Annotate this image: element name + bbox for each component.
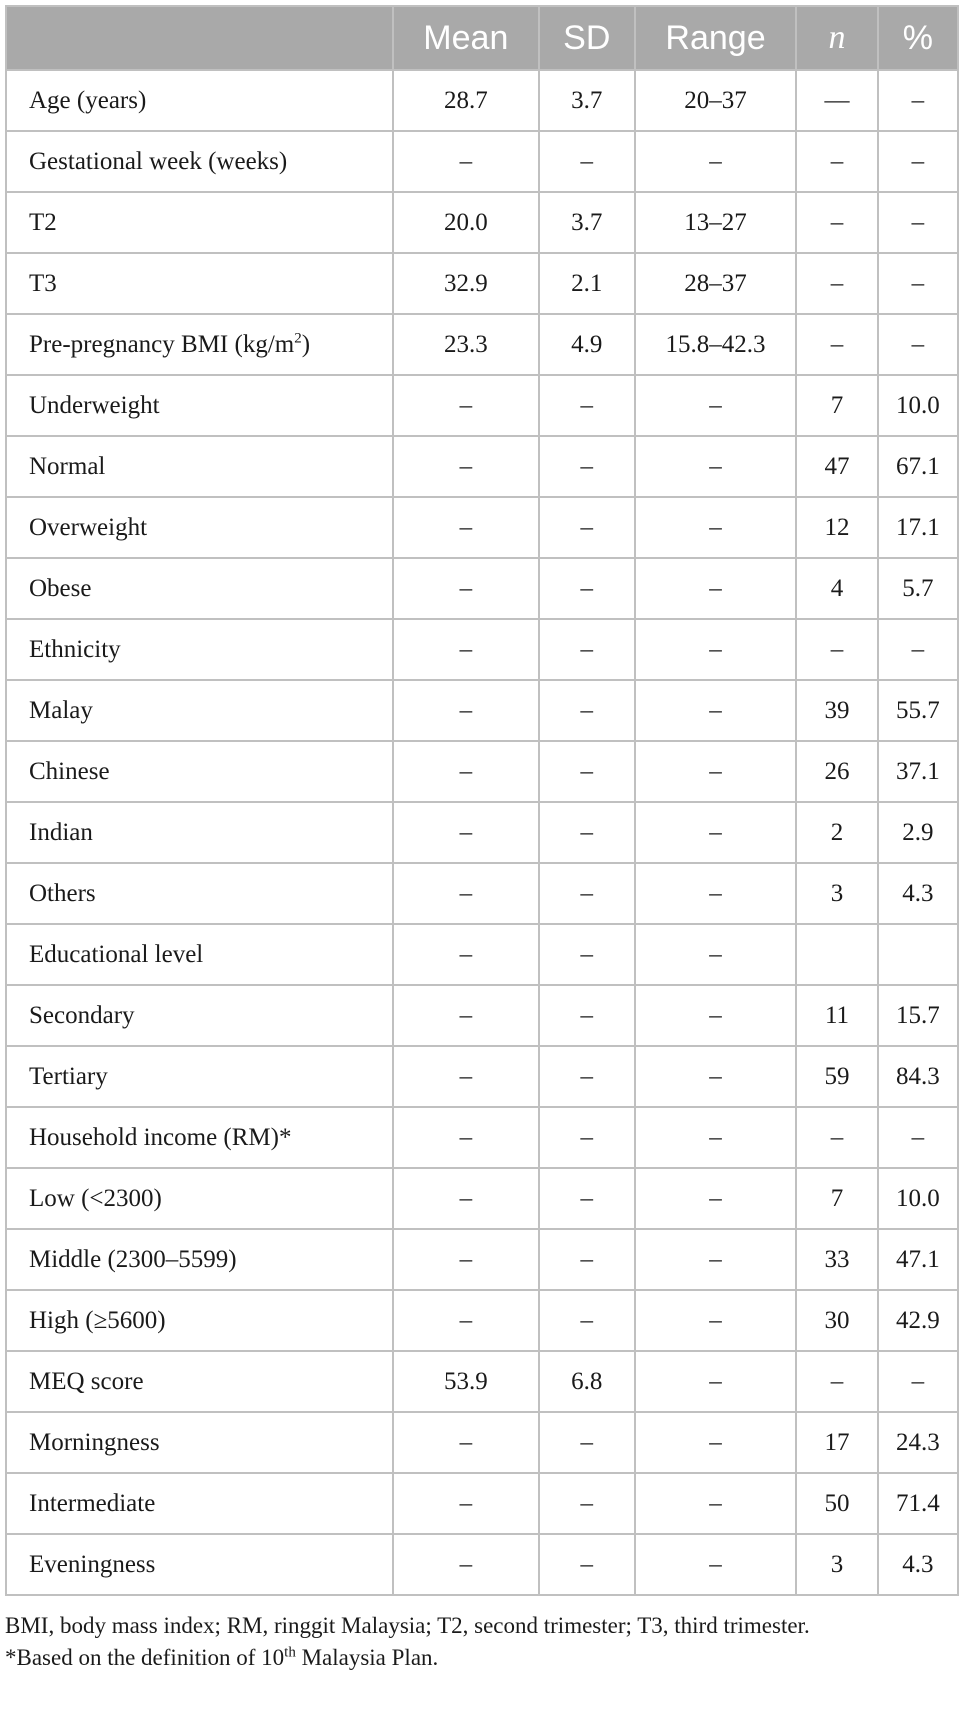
- cell-range: 20–37: [635, 70, 797, 131]
- row-label-text: Educational level: [29, 940, 204, 968]
- cell-range: 13–27: [635, 192, 797, 253]
- cell-mean: –: [393, 131, 539, 192]
- cell-percent: 15.7: [878, 985, 958, 1046]
- cell-n: 3: [796, 1534, 877, 1595]
- row-label-text: Eveningness: [29, 1550, 156, 1578]
- table-row: [6, 985, 958, 1046]
- cell-mean: –: [393, 436, 539, 497]
- footnote-income-sup: th: [284, 1644, 296, 1661]
- cell-n: –: [796, 1107, 877, 1168]
- row-label-text: T2: [29, 208, 57, 236]
- row-label: [6, 375, 393, 436]
- cell-mean: 53.9: [393, 1351, 539, 1412]
- row-label-text: Indian: [29, 818, 93, 846]
- cell-n: [796, 924, 877, 985]
- cell-mean: –: [393, 1107, 539, 1168]
- row-label: [6, 802, 393, 863]
- cell-range: –: [635, 558, 797, 619]
- cell-sd: 3.7: [539, 192, 635, 253]
- cell-mean: –: [393, 558, 539, 619]
- cell-n: –: [796, 131, 877, 192]
- cell-sd: –: [539, 863, 635, 924]
- cell-mean: –: [393, 1534, 539, 1595]
- table-row: [6, 253, 958, 314]
- row-label-text-end: ): [301, 330, 311, 358]
- row-label-text: Gestational week (weeks): [29, 147, 288, 175]
- cell-percent: 37.1: [878, 741, 958, 802]
- cell-mean: 32.9: [393, 253, 539, 314]
- cell-n: –: [796, 314, 877, 375]
- cell-sd: –: [539, 1290, 635, 1351]
- cell-percent: –: [878, 70, 958, 131]
- cell-sd: –: [539, 131, 635, 192]
- header-sd: SD: [539, 6, 635, 70]
- cell-mean: –: [393, 1473, 539, 1534]
- cell-sd: –: [539, 619, 635, 680]
- footnote-income-text: *Based on the definition of 10: [5, 1645, 285, 1670]
- cell-percent: –: [878, 619, 958, 680]
- cell-sd: 3.7: [539, 70, 635, 131]
- cell-mean: –: [393, 924, 539, 985]
- cell-percent: 4.3: [878, 863, 958, 924]
- cell-range: –: [635, 680, 797, 741]
- cell-range: –: [635, 1290, 797, 1351]
- cell-n: 26: [796, 741, 877, 802]
- cell-percent: –: [878, 253, 958, 314]
- cell-range: –: [635, 436, 797, 497]
- cell-mean: –: [393, 680, 539, 741]
- cell-percent: –: [878, 314, 958, 375]
- cell-n: 7: [796, 375, 877, 436]
- header-range: Range: [635, 6, 797, 70]
- row-label: [6, 1168, 393, 1229]
- cell-mean: –: [393, 497, 539, 558]
- row-label: [6, 1534, 393, 1595]
- cell-range: –: [635, 619, 797, 680]
- cell-range: 28–37: [635, 253, 797, 314]
- table-row: [6, 1290, 958, 1351]
- cell-percent: 47.1: [878, 1229, 958, 1290]
- cell-mean: 28.7: [393, 70, 539, 131]
- table-row: [6, 375, 958, 436]
- row-label-text: Chinese: [29, 757, 110, 785]
- row-label: [6, 985, 393, 1046]
- cell-percent: 42.9: [878, 1290, 958, 1351]
- cell-percent: –: [878, 192, 958, 253]
- row-label-superscript: 2: [294, 330, 302, 347]
- cell-n: 11: [796, 985, 877, 1046]
- row-label: [6, 558, 393, 619]
- row-label: [6, 741, 393, 802]
- row-label: [6, 1412, 393, 1473]
- cell-range: –: [635, 375, 797, 436]
- cell-range: –: [635, 1412, 797, 1473]
- cell-sd: –: [539, 1229, 635, 1290]
- row-label-text: Malay: [29, 696, 93, 724]
- cell-n: 33: [796, 1229, 877, 1290]
- cell-n: 39: [796, 680, 877, 741]
- cell-sd: –: [539, 497, 635, 558]
- table-row: [6, 1046, 958, 1107]
- row-label-text: Tertiary: [29, 1062, 108, 1090]
- table-row: [6, 1412, 958, 1473]
- cell-sd: –: [539, 1473, 635, 1534]
- cell-n: 12: [796, 497, 877, 558]
- table-row: [6, 863, 958, 924]
- cell-percent: 2.9: [878, 802, 958, 863]
- row-label-text: Intermediate: [29, 1489, 156, 1517]
- footnote-abbreviations: BMI, body mass index; RM, ringgit Malaysia; T2, second trimester; T3, third trimester.: [5, 1613, 810, 1638]
- header-percent: %: [878, 6, 958, 70]
- cell-range: –: [635, 924, 797, 985]
- cell-n: 17: [796, 1412, 877, 1473]
- cell-n: 4: [796, 558, 877, 619]
- table-row: [6, 131, 958, 192]
- row-label-text: Secondary: [29, 1001, 135, 1029]
- row-label-text: MEQ score: [29, 1367, 144, 1395]
- cell-n: –: [796, 253, 877, 314]
- cell-sd: –: [539, 1534, 635, 1595]
- cell-n: 50: [796, 1473, 877, 1534]
- cell-mean: –: [393, 619, 539, 680]
- cell-range: –: [635, 863, 797, 924]
- row-label: [6, 192, 393, 253]
- table-footnotes: [5, 1610, 959, 1674]
- cell-sd: –: [539, 1046, 635, 1107]
- cell-range: –: [635, 741, 797, 802]
- header-row: [6, 6, 958, 70]
- row-label-text: Age (years): [29, 86, 147, 114]
- header-label: [6, 6, 393, 70]
- cell-n: 3: [796, 863, 877, 924]
- row-label: [6, 131, 393, 192]
- row-label-text: Others: [29, 879, 96, 907]
- cell-sd: 6.8: [539, 1351, 635, 1412]
- header-n: n: [796, 6, 877, 70]
- cell-range: –: [635, 1351, 797, 1412]
- cell-n: 47: [796, 436, 877, 497]
- cell-range: –: [635, 802, 797, 863]
- row-label: [6, 1290, 393, 1351]
- cell-mean: –: [393, 375, 539, 436]
- cell-percent: 71.4: [878, 1473, 958, 1534]
- cell-range: –: [635, 1168, 797, 1229]
- cell-range: –: [635, 1046, 797, 1107]
- footnote-income-text-end: Malaysia Plan.: [295, 1645, 439, 1670]
- cell-mean: 20.0: [393, 192, 539, 253]
- table-row: [6, 1229, 958, 1290]
- cell-range: –: [635, 1107, 797, 1168]
- cell-sd: –: [539, 741, 635, 802]
- cell-sd: 4.9: [539, 314, 635, 375]
- cell-range: –: [635, 1534, 797, 1595]
- cell-range: –: [635, 497, 797, 558]
- row-label: [6, 1046, 393, 1107]
- cell-percent: 4.3: [878, 1534, 958, 1595]
- cell-mean: –: [393, 985, 539, 1046]
- cell-range: –: [635, 1229, 797, 1290]
- cell-percent: 24.3: [878, 1412, 958, 1473]
- cell-sd: –: [539, 1168, 635, 1229]
- cell-sd: –: [539, 680, 635, 741]
- cell-n: –: [796, 192, 877, 253]
- table-body: [6, 70, 958, 1595]
- cell-percent: 84.3: [878, 1046, 958, 1107]
- row-label: [6, 253, 393, 314]
- table-page: [5, 5, 959, 1674]
- cell-n: 2: [796, 802, 877, 863]
- table-row: [6, 314, 958, 375]
- cell-sd: –: [539, 436, 635, 497]
- cell-sd: –: [539, 985, 635, 1046]
- row-label-text: Normal: [29, 452, 106, 480]
- footnote-income: [5, 1642, 959, 1674]
- table-row: [6, 558, 958, 619]
- table-row: [6, 1534, 958, 1595]
- cell-mean: 23.3: [393, 314, 539, 375]
- cell-sd: –: [539, 924, 635, 985]
- table-row: [6, 1473, 958, 1534]
- cell-percent: 10.0: [878, 375, 958, 436]
- row-label-text: Obese: [29, 574, 92, 602]
- cell-mean: –: [393, 863, 539, 924]
- row-label-text: Household income (RM)*: [29, 1123, 292, 1151]
- row-label: [6, 924, 393, 985]
- row-label: [6, 1351, 393, 1412]
- table-row: [6, 70, 958, 131]
- cell-n: 30: [796, 1290, 877, 1351]
- cell-mean: –: [393, 741, 539, 802]
- cell-percent: 67.1: [878, 436, 958, 497]
- header-mean: Mean: [393, 6, 539, 70]
- row-label: [6, 680, 393, 741]
- cell-sd: –: [539, 558, 635, 619]
- row-label: [6, 619, 393, 680]
- cell-n: –: [796, 619, 877, 680]
- row-label: [6, 1229, 393, 1290]
- cell-mean: –: [393, 1046, 539, 1107]
- cell-sd: –: [539, 375, 635, 436]
- cell-mean: –: [393, 1229, 539, 1290]
- cell-percent: 10.0: [878, 1168, 958, 1229]
- table-row: [6, 741, 958, 802]
- cell-percent: 5.7: [878, 558, 958, 619]
- row-label: [6, 70, 393, 131]
- row-label: [6, 1473, 393, 1534]
- row-label: [6, 497, 393, 558]
- row-label-text: Middle (2300–5599): [29, 1245, 237, 1273]
- row-label-text: Low (<2300): [29, 1184, 162, 1212]
- row-label: [6, 436, 393, 497]
- table-row: [6, 680, 958, 741]
- cell-range: 15.8–42.3: [635, 314, 797, 375]
- row-label-text: High (≥5600): [29, 1306, 166, 1334]
- cell-range: –: [635, 1473, 797, 1534]
- table-row: [6, 802, 958, 863]
- cell-sd: –: [539, 1107, 635, 1168]
- cell-range: –: [635, 131, 797, 192]
- row-label-text: Ethnicity: [29, 635, 121, 663]
- row-label-text: T3: [29, 269, 57, 297]
- table-row: [6, 497, 958, 558]
- participant-characteristics-table: [5, 5, 959, 1596]
- table-row: [6, 1107, 958, 1168]
- cell-sd: –: [539, 1412, 635, 1473]
- cell-mean: –: [393, 1412, 539, 1473]
- table-row: [6, 1168, 958, 1229]
- row-label: [6, 314, 393, 375]
- cell-sd: 2.1: [539, 253, 635, 314]
- cell-percent: [878, 924, 958, 985]
- cell-range: –: [635, 985, 797, 1046]
- cell-sd: –: [539, 802, 635, 863]
- cell-mean: –: [393, 1290, 539, 1351]
- table-row: [6, 1351, 958, 1412]
- cell-percent: 17.1: [878, 497, 958, 558]
- row-label-text: Overweight: [29, 513, 148, 541]
- cell-n: —: [796, 70, 877, 131]
- row-label-text: Pre-pregnancy BMI (kg/m: [29, 330, 295, 358]
- cell-mean: –: [393, 802, 539, 863]
- table-row: [6, 924, 958, 985]
- cell-n: 59: [796, 1046, 877, 1107]
- row-label: [6, 863, 393, 924]
- row-label-text: Underweight: [29, 391, 160, 419]
- cell-percent: –: [878, 1107, 958, 1168]
- cell-mean: –: [393, 1168, 539, 1229]
- table-row: [6, 436, 958, 497]
- table-row: [6, 192, 958, 253]
- row-label-text: Morningness: [29, 1428, 160, 1456]
- cell-percent: –: [878, 1351, 958, 1412]
- cell-percent: –: [878, 131, 958, 192]
- cell-n: 7: [796, 1168, 877, 1229]
- cell-n: –: [796, 1351, 877, 1412]
- cell-percent: 55.7: [878, 680, 958, 741]
- table-row: [6, 619, 958, 680]
- row-label: [6, 1107, 393, 1168]
- table-header: [6, 6, 958, 70]
